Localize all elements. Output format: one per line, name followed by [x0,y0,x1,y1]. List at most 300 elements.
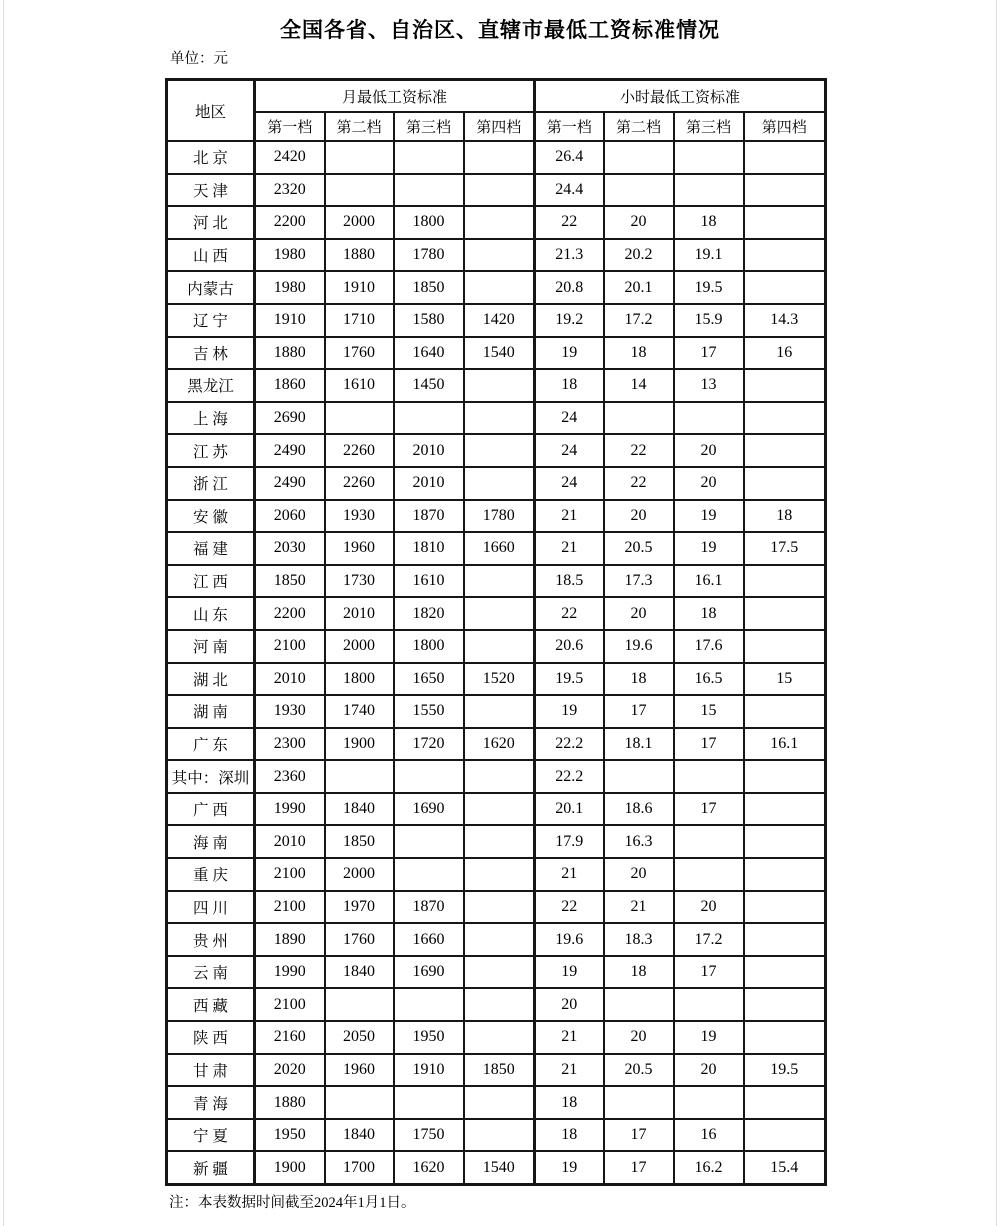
monthly-tier-cell: 2010 [394,434,464,467]
monthly-tier-cell: 2100 [255,891,325,924]
monthly-tier-cell: 2100 [255,988,325,1021]
monthly-tier-cell: 1900 [325,728,394,761]
region-cell: 贵 州 [167,923,255,956]
table-row [167,923,826,956]
monthly-tier-cell: 2000 [325,858,394,891]
region-cell: 上 海 [167,402,255,435]
monthly-tier-cell: 1850 [325,825,394,858]
hourly-tier-cell: 18 [674,597,744,630]
monthly-tier-cell: 2160 [255,1021,325,1054]
monthly-tier-cell [464,1119,535,1152]
monthly-tier-cell: 2100 [255,630,325,663]
hourly-tier-cell: 18 [535,1086,604,1119]
hourly-tier-cell: 21 [535,532,604,565]
hourly-tier-cell: 22.2 [535,728,604,761]
hourly-tier-cell [674,858,744,891]
monthly-tier-cell: 1960 [325,532,394,565]
monthly-tier-cell: 1620 [394,1151,464,1184]
hourly-tier-cell [604,988,674,1021]
monthly-tier-cell: 2050 [325,1021,394,1054]
monthly-tier-cell: 1990 [255,793,325,826]
monthly-tier-cell [325,988,394,1021]
monthly-tier-cell [394,988,464,1021]
region-cell: 重 庆 [167,858,255,891]
region-cell: 西 藏 [167,988,255,1021]
hourly-tier-cell: 16.1 [744,728,826,761]
hourly-tier-cell: 22 [535,891,604,924]
monthly-tier-cell: 2010 [255,663,325,696]
monthly-tier-cell [394,825,464,858]
region-cell: 浙 江 [167,467,255,500]
hourly-tier-cell: 18 [535,1119,604,1152]
monthly-tier-cell [464,271,535,304]
monthly-tier-cell: 1730 [325,565,394,598]
region-cell: 河 南 [167,630,255,663]
hourly-tier-cell: 15.9 [674,304,744,337]
region-cell: 吉 林 [167,337,255,370]
monthly-tier-cell: 1580 [394,304,464,337]
hourly-tier-cell: 17.3 [604,565,674,598]
monthly-tier-cell: 1860 [255,369,325,402]
monthly-tier-cell: 1620 [464,728,535,761]
region-cell: 内蒙古 [167,271,255,304]
hourly-tier-cell: 19.1 [674,239,744,272]
region-cell: 山 东 [167,597,255,630]
table-row [167,337,826,370]
table-row [167,1054,826,1087]
region-cell: 甘 肃 [167,1054,255,1087]
hourly-tier-cell: 19.5 [674,271,744,304]
monthly-tier-cell: 2000 [325,630,394,663]
hourly-tier-cell [604,760,674,793]
table-row [167,271,826,304]
hourly-tier-cell: 16.1 [674,565,744,598]
monthly-tier-cell: 2200 [255,597,325,630]
monthly-tier-cell: 2100 [255,858,325,891]
monthly-tier-cell: 2200 [255,206,325,239]
table-row [167,1151,826,1184]
hourly-tier-cell: 20.1 [535,793,604,826]
region-cell: 黑龙江 [167,369,255,402]
hourly-tier-cell: 14.3 [744,304,826,337]
hourly-tier-cell: 16.5 [674,663,744,696]
hourly-tier-header-1: 第一档 [535,112,604,141]
monthly-tier-cell: 1540 [464,1151,535,1184]
region-cell: 江 苏 [167,434,255,467]
table-row [167,239,826,272]
monthly-tier-cell: 1650 [394,663,464,696]
hourly-tier-cell [744,434,826,467]
hourly-tier-cell: 19 [674,1021,744,1054]
monthly-tier-cell: 2000 [325,206,394,239]
hourly-tier-cell: 17 [674,337,744,370]
table-row [167,369,826,402]
hourly-tier-cell: 17 [674,956,744,989]
monthly-tier-cell [464,239,535,272]
hourly-tier-cell: 21 [535,1054,604,1087]
hourly-tier-cell [744,695,826,728]
hourly-tier-cell: 26.4 [535,141,604,174]
monthly-tier-cell [464,891,535,924]
region-cell: 广 西 [167,793,255,826]
hourly-tier-cell: 20.8 [535,271,604,304]
monthly-tier-cell: 1880 [325,239,394,272]
monthly-tier-cell: 1520 [464,663,535,696]
wage-table [165,78,827,1186]
monthly-tier-cell [464,141,535,174]
monthly-tier-cell: 2260 [325,467,394,500]
monthly-tier-cell: 1850 [464,1054,535,1087]
table-row [167,793,826,826]
table-row [167,304,826,337]
hourly-tier-cell: 22 [604,434,674,467]
monthly-group-header: 月最低工资标准 [255,80,535,113]
hourly-tier-cell: 20 [674,434,744,467]
monthly-tier-cell: 1740 [325,695,394,728]
hourly-tier-cell: 16.3 [604,825,674,858]
hourly-tier-cell: 17 [604,1119,674,1152]
table-row [167,434,826,467]
hourly-tier-cell: 16 [744,337,826,370]
hourly-tier-cell: 17 [674,793,744,826]
monthly-tier-cell: 1540 [464,337,535,370]
monthly-tier-cell [464,434,535,467]
region-cell: 北 京 [167,141,255,174]
hourly-tier-cell: 18.1 [604,728,674,761]
monthly-tier-cell: 2490 [255,467,325,500]
hourly-tier-cell [674,988,744,1021]
table-row [167,1086,826,1119]
monthly-tier-cell: 1950 [255,1119,325,1152]
hourly-tier-cell: 19.5 [744,1054,826,1087]
monthly-tier-cell: 1980 [255,271,325,304]
hourly-tier-cell: 19 [535,695,604,728]
hourly-tier-cell: 20 [604,858,674,891]
monthly-tier-cell: 1930 [325,500,394,533]
hourly-tier-cell [604,1086,674,1119]
document-title: 全国各省、自治区、直辖市最低工资标准情况 [280,19,720,42]
table-row [167,695,826,728]
monthly-tier-cell [325,1086,394,1119]
monthly-tier-cell: 2030 [255,532,325,565]
monthly-tier-cell: 1690 [394,956,464,989]
monthly-tier-cell [394,1086,464,1119]
table-body [167,141,826,1185]
hourly-tier-cell [744,239,826,272]
table-row [167,858,826,891]
hourly-tier-cell [744,467,826,500]
monthly-tier-cell: 2360 [255,760,325,793]
monthly-tier-cell: 1800 [394,630,464,663]
hourly-tier-cell: 21 [604,891,674,924]
hourly-tier-cell: 13 [674,369,744,402]
monthly-tier-cell: 1930 [255,695,325,728]
monthly-tier-cell [464,858,535,891]
hourly-tier-cell: 20.5 [604,532,674,565]
table-row [167,825,826,858]
hourly-group-header: 小时最低工资标准 [535,80,826,113]
region-cell: 其中：深圳 [167,760,255,793]
region-cell: 安 徽 [167,500,255,533]
monthly-tier-cell: 2490 [255,434,325,467]
hourly-tier-cell: 17 [604,1151,674,1184]
region-header: 地区 [167,80,255,142]
region-cell: 江 西 [167,565,255,598]
monthly-tier-header-3: 第三档 [394,112,464,141]
monthly-tier-header-4: 第四档 [464,112,535,141]
hourly-tier-cell: 22 [535,206,604,239]
monthly-tier-header-1: 第一档 [255,112,325,141]
monthly-tier-cell: 1610 [394,565,464,598]
monthly-tier-cell: 1800 [325,663,394,696]
monthly-tier-cell: 2060 [255,500,325,533]
monthly-tier-cell: 2020 [255,1054,325,1087]
table-row [167,402,826,435]
region-cell: 新 疆 [167,1151,255,1184]
monthly-tier-cell: 1710 [325,304,394,337]
hourly-tier-cell: 19.5 [535,663,604,696]
hourly-tier-cell: 17.6 [674,630,744,663]
hourly-tier-cell [744,956,826,989]
region-cell: 宁 夏 [167,1119,255,1152]
hourly-tier-header-3: 第三档 [674,112,744,141]
hourly-tier-cell [604,402,674,435]
monthly-tier-cell [394,858,464,891]
monthly-tier-cell: 1840 [325,956,394,989]
hourly-tier-cell [674,1086,744,1119]
monthly-tier-cell [325,141,394,174]
monthly-tier-cell: 1880 [255,337,325,370]
hourly-tier-cell: 16 [674,1119,744,1152]
hourly-tier-cell [744,1021,826,1054]
monthly-tier-cell: 2690 [255,402,325,435]
hourly-tier-cell [674,174,744,207]
hourly-tier-cell [744,174,826,207]
hourly-tier-cell: 18.3 [604,923,674,956]
hourly-tier-cell [744,630,826,663]
hourly-tier-cell: 17 [604,695,674,728]
monthly-tier-cell: 1660 [464,532,535,565]
hourly-tier-cell: 15.4 [744,1151,826,1184]
monthly-tier-cell: 1870 [394,891,464,924]
hourly-tier-cell: 18 [604,663,674,696]
hourly-tier-cell: 20.5 [604,1054,674,1087]
hourly-tier-cell [744,597,826,630]
hourly-tier-cell: 18 [744,500,826,533]
hourly-tier-cell: 20.1 [604,271,674,304]
monthly-tier-cell: 1910 [255,304,325,337]
table-row [167,467,826,500]
monthly-tier-cell [464,793,535,826]
monthly-tier-cell [325,760,394,793]
monthly-tier-cell: 1780 [394,239,464,272]
monthly-tier-cell: 1840 [325,1119,394,1152]
table-row [167,988,826,1021]
monthly-tier-cell [464,206,535,239]
region-cell: 青 海 [167,1086,255,1119]
monthly-tier-cell [325,174,394,207]
monthly-tier-cell: 1750 [394,1119,464,1152]
region-cell: 陕 西 [167,1021,255,1054]
monthly-tier-cell: 1820 [394,597,464,630]
monthly-tier-cell: 1700 [325,1151,394,1184]
monthly-tier-cell: 1660 [394,923,464,956]
hourly-tier-cell: 18 [604,956,674,989]
hourly-tier-cell: 18 [674,206,744,239]
table-row [167,630,826,663]
monthly-tier-cell: 1850 [255,565,325,598]
table-row [167,597,826,630]
hourly-tier-cell [744,825,826,858]
hourly-tier-cell [744,793,826,826]
page-edge-left [3,0,4,1226]
hourly-tier-cell: 19 [674,532,744,565]
monthly-tier-cell: 1970 [325,891,394,924]
hourly-tier-cell [744,858,826,891]
monthly-tier-cell: 2260 [325,434,394,467]
hourly-tier-cell: 15 [744,663,826,696]
monthly-tier-cell [464,1021,535,1054]
hourly-tier-cell: 17.9 [535,825,604,858]
monthly-tier-cell [464,988,535,1021]
monthly-tier-cell [464,695,535,728]
region-cell: 广 东 [167,728,255,761]
monthly-tier-cell [464,1086,535,1119]
header-group-row [167,80,826,113]
hourly-tier-cell: 17.2 [604,304,674,337]
monthly-tier-cell: 1960 [325,1054,394,1087]
monthly-tier-cell: 1840 [325,793,394,826]
monthly-tier-cell: 1910 [325,271,394,304]
monthly-tier-cell [464,369,535,402]
monthly-tier-cell: 1910 [394,1054,464,1087]
hourly-tier-cell: 19 [535,337,604,370]
hourly-tier-cell: 24.4 [535,174,604,207]
monthly-tier-cell: 1720 [394,728,464,761]
hourly-tier-cell [744,206,826,239]
hourly-tier-cell: 20.2 [604,239,674,272]
region-cell: 辽 宁 [167,304,255,337]
monthly-tier-cell: 1900 [255,1151,325,1184]
hourly-tier-cell: 18.5 [535,565,604,598]
hourly-tier-cell: 22 [535,597,604,630]
table-row [167,565,826,598]
hourly-tier-cell [744,1086,826,1119]
hourly-tier-header-2: 第二档 [604,112,674,141]
hourly-tier-cell: 15 [674,695,744,728]
hourly-tier-cell: 20 [604,500,674,533]
monthly-tier-cell [464,597,535,630]
hourly-tier-cell: 17.5 [744,532,826,565]
monthly-tier-cell: 2010 [255,825,325,858]
page-edge-right [996,0,997,1226]
region-cell: 河 北 [167,206,255,239]
hourly-tier-cell: 20 [674,1054,744,1087]
hourly-tier-cell: 20 [604,1021,674,1054]
hourly-tier-cell [744,891,826,924]
region-cell: 海 南 [167,825,255,858]
hourly-tier-cell [744,565,826,598]
monthly-tier-cell: 2010 [325,597,394,630]
monthly-tier-cell: 1640 [394,337,464,370]
monthly-tier-cell: 1870 [394,500,464,533]
hourly-tier-cell [744,988,826,1021]
hourly-tier-cell: 20 [674,467,744,500]
monthly-tier-cell: 1550 [394,695,464,728]
monthly-tier-cell: 1810 [394,532,464,565]
monthly-tier-cell: 1760 [325,923,394,956]
table-row [167,1021,826,1054]
hourly-tier-cell: 22 [604,467,674,500]
monthly-tier-cell: 2010 [394,467,464,500]
monthly-tier-cell: 1610 [325,369,394,402]
hourly-tier-cell [744,1119,826,1152]
hourly-tier-cell: 22.2 [535,760,604,793]
hourly-tier-cell [674,402,744,435]
hourly-tier-cell: 19.6 [604,630,674,663]
monthly-tier-cell: 1760 [325,337,394,370]
hourly-tier-cell: 14 [604,369,674,402]
header-tier-row [167,112,826,141]
monthly-tier-cell [464,174,535,207]
monthly-tier-cell [464,760,535,793]
monthly-tier-cell [464,630,535,663]
monthly-tier-cell: 1450 [394,369,464,402]
hourly-tier-cell [604,174,674,207]
monthly-tier-cell: 2300 [255,728,325,761]
hourly-tier-cell [674,760,744,793]
monthly-tier-cell: 1780 [464,500,535,533]
monthly-tier-cell: 1850 [394,271,464,304]
hourly-tier-cell: 20 [535,988,604,1021]
region-cell: 湖 南 [167,695,255,728]
hourly-tier-cell: 24 [535,434,604,467]
table-row [167,532,826,565]
monthly-tier-cell: 1950 [394,1021,464,1054]
hourly-tier-cell: 21.3 [535,239,604,272]
monthly-tier-cell: 1800 [394,206,464,239]
hourly-tier-cell: 24 [535,402,604,435]
table-row [167,728,826,761]
hourly-tier-cell [744,402,826,435]
table-row [167,891,826,924]
monthly-tier-cell [394,174,464,207]
table-row [167,206,826,239]
monthly-tier-cell [325,402,394,435]
hourly-tier-cell: 17.2 [674,923,744,956]
hourly-tier-cell: 20 [604,597,674,630]
hourly-tier-cell: 24 [535,467,604,500]
hourly-tier-cell [744,271,826,304]
hourly-tier-cell: 19.6 [535,923,604,956]
hourly-tier-cell [744,369,826,402]
monthly-tier-cell: 1690 [394,793,464,826]
hourly-tier-cell: 19 [535,956,604,989]
monthly-tier-cell: 2420 [255,141,325,174]
monthly-tier-cell: 1420 [464,304,535,337]
hourly-tier-cell: 19 [535,1151,604,1184]
monthly-tier-cell [394,402,464,435]
monthly-tier-cell: 1980 [255,239,325,272]
table-row [167,663,826,696]
hourly-tier-cell: 21 [535,500,604,533]
monthly-tier-cell [394,141,464,174]
hourly-tier-cell [744,760,826,793]
hourly-tier-cell: 18.6 [604,793,674,826]
hourly-tier-cell [674,825,744,858]
monthly-tier-cell [464,956,535,989]
table-row [167,500,826,533]
